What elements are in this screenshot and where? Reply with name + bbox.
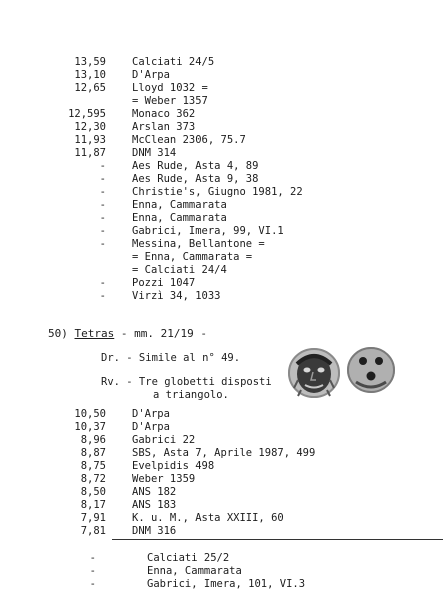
section-size: - mm. 21/19 - (114, 327, 207, 340)
weight: - (99, 290, 106, 302)
weight: 8,17 (80, 499, 106, 511)
reference: D'Arpa (132, 69, 170, 81)
weight: 11,93 (74, 134, 106, 146)
reference: = Enna, Cammarata = (132, 251, 253, 263)
weight: 12,595 (68, 108, 106, 120)
reference: Gabrici, Imera, 101, VI.3 (147, 578, 306, 590)
weight: 8,75 (80, 460, 106, 472)
coin-obverse (288, 348, 340, 398)
reference: Pozzi 1047 (132, 277, 196, 289)
reference: Enna, Cammarata (132, 212, 227, 224)
divider (112, 539, 443, 540)
reference: D'Arpa (132, 408, 170, 420)
weight: - (99, 212, 106, 224)
reference: Aes Rude, Asta 9, 38 (132, 173, 259, 185)
reference: Messina, Bellantone = (132, 238, 265, 250)
reference: Enna, Cammarata (132, 199, 227, 211)
weight: - (89, 578, 96, 590)
reference: Calciati 24/5 (132, 56, 215, 68)
weight: 12,30 (74, 121, 106, 133)
weight: 10,37 (74, 421, 106, 433)
reference: ANS 183 (132, 499, 177, 511)
weight: - (99, 160, 106, 172)
weight: - (99, 238, 106, 250)
reference: DNM 314 (132, 147, 177, 159)
weight: - (99, 277, 106, 289)
section-heading (48, 327, 207, 340)
reverse-description: Rv. - Tre globetti disposti (101, 376, 272, 388)
weight: 11,87 (74, 147, 106, 159)
reference: Monaco 362 (132, 108, 196, 120)
coin-reverse (347, 347, 395, 393)
weight: 10,50 (74, 408, 106, 420)
weight: - (99, 186, 106, 198)
reference: = Weber 1357 (132, 95, 208, 107)
reference: Calciati 25/2 (147, 552, 230, 564)
reference: = Calciati 24/4 (132, 264, 227, 276)
weight: - (99, 199, 106, 211)
reference: Gabrici 22 (132, 434, 196, 446)
section-number: 50) (48, 327, 68, 340)
reference: Weber 1359 (132, 473, 196, 485)
weight: 13,59 (74, 56, 106, 68)
weight: 8,96 (80, 434, 106, 446)
weight: 12,65 (74, 82, 106, 94)
reference: Lloyd 1032 = (132, 82, 208, 94)
weight: - (89, 552, 96, 564)
weight: 8,87 (80, 447, 106, 459)
reference: Enna, Cammarata (147, 565, 242, 577)
weight: 13,10 (74, 69, 106, 81)
weight: 7,91 (80, 512, 106, 524)
weight: - (89, 565, 96, 577)
reference: K. u. M., Asta XXIII, 60 (132, 512, 284, 524)
reference: Aes Rude, Asta 4, 89 (132, 160, 259, 172)
reference: ANS 182 (132, 486, 177, 498)
section-title: Tetras (74, 327, 115, 340)
obverse-description: Dr. - Simile al n° 49. (101, 352, 241, 364)
weight: - (99, 225, 106, 237)
reference: Evelpidis 498 (132, 460, 215, 472)
weight: 8,72 (80, 473, 106, 485)
reference: SBS, Asta 7, Aprile 1987, 499 (132, 447, 316, 459)
reference: Gabrici, Imera, 99, VI.1 (132, 225, 284, 237)
reference: Virzì 34, 1033 (132, 290, 221, 302)
weight: 7,81 (80, 525, 106, 537)
reference: McClean 2306, 75.7 (132, 134, 246, 146)
reference: Arslan 373 (132, 121, 196, 133)
reverse-description-cont: a triangolo. (153, 389, 229, 401)
reference: D'Arpa (132, 421, 170, 433)
reference: Christie's, Giugno 1981, 22 (132, 186, 303, 198)
weight: 8,50 (80, 486, 106, 498)
weight: - (99, 173, 106, 185)
coin-photo (276, 340, 406, 410)
reference: DNM 316 (132, 525, 177, 537)
